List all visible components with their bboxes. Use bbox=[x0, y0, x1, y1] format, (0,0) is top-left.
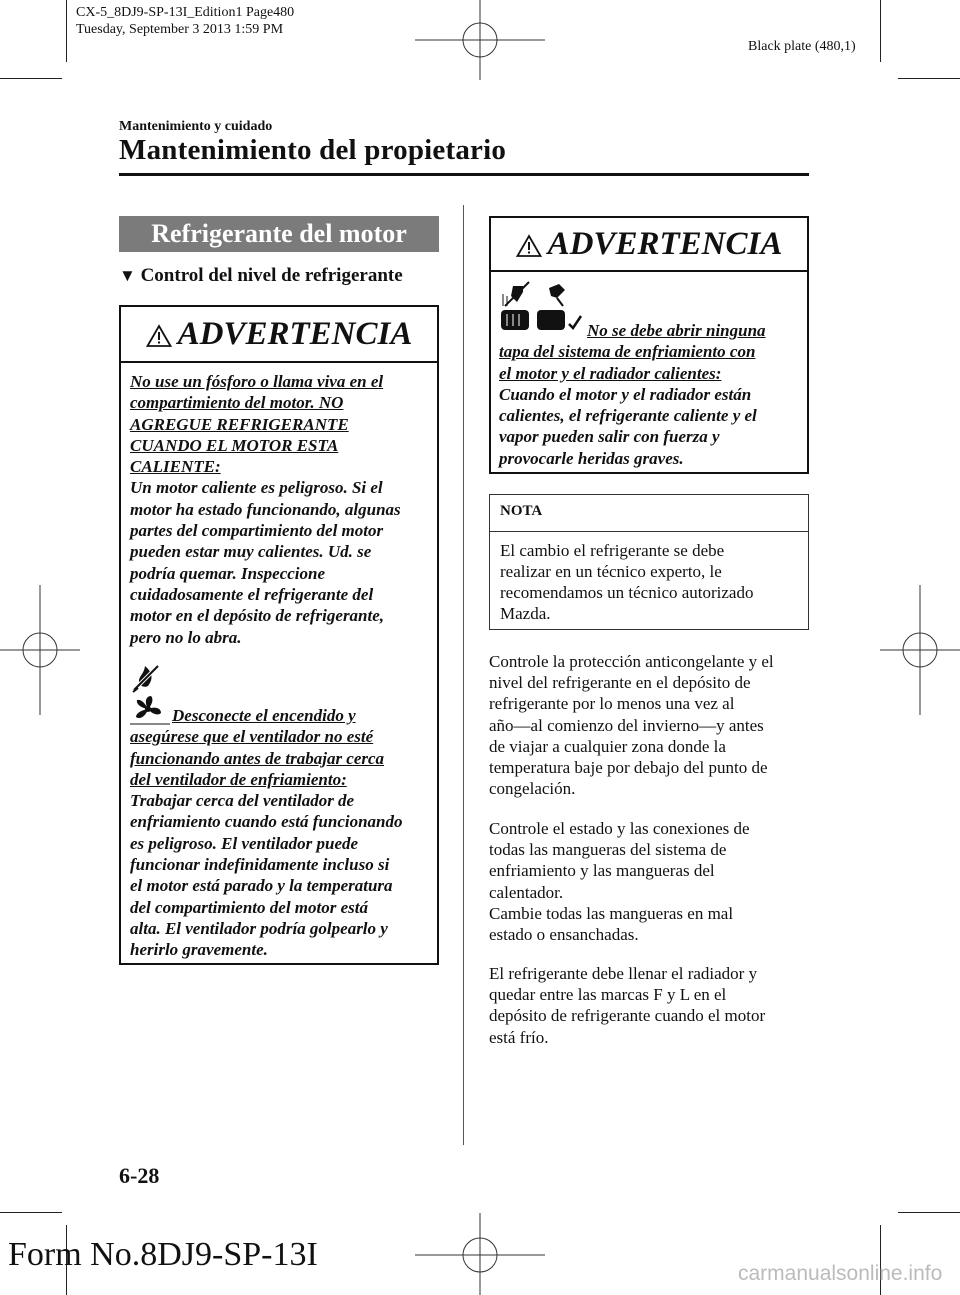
file-info-line2: Tuesday, September 3 2013 1:59 PM bbox=[76, 22, 284, 37]
page-number: 6-28 bbox=[119, 1163, 160, 1188]
title-rule bbox=[119, 173, 809, 176]
watermark: carmanualsonline.info bbox=[738, 1262, 943, 1285]
body-line: estado o ensanchadas. bbox=[489, 925, 639, 945]
warning-line: calientes, el refrigerante caliente y el bbox=[499, 406, 757, 426]
warning-heading: ADVERTENCIA bbox=[547, 226, 783, 262]
warning-line: Cuando el motor y el radiador están bbox=[499, 384, 752, 404]
warning-heading: ADVERTENCIA bbox=[177, 316, 413, 352]
body-line: enfriamiento y las mangueras del bbox=[489, 861, 715, 881]
warning-line: tapa del sistema de enfriamiento con bbox=[499, 342, 756, 362]
warning-text-right bbox=[499, 320, 804, 469]
warning-line: el motor y el radiador calientes: bbox=[499, 363, 722, 383]
warning-line: motor en el depósito de refrigerante, bbox=[130, 606, 385, 626]
warning-line: No use un fósforo o llama viva en el bbox=[130, 372, 384, 391]
note-line: realizar en un técnico experto, le bbox=[500, 562, 722, 581]
note-heading: NOTA bbox=[490, 495, 808, 532]
warning-line: cuidadosamente el refrigerante del bbox=[130, 584, 374, 604]
file-info bbox=[76, 4, 294, 38]
note-line: recomendamos un técnico autorizado bbox=[500, 583, 754, 602]
subheading-text: Control del nivel de refrigerante bbox=[140, 265, 403, 286]
form-number: Form No.8DJ9-SP-13I bbox=[8, 1236, 318, 1273]
body-line: está frío. bbox=[489, 1027, 549, 1047]
warning-line: Un motor caliente es peligroso. Si el bbox=[130, 478, 383, 498]
crop-mark bbox=[0, 1212, 62, 1213]
crop-mark bbox=[66, 0, 67, 62]
warning-header bbox=[491, 218, 807, 272]
crop-mark bbox=[0, 78, 62, 79]
file-info-line1: CX-5_8DJ9-SP-13I_Edition1 Page480 bbox=[76, 5, 295, 20]
warning-line: compartimiento del motor. NO bbox=[130, 393, 344, 413]
no-flame-icon bbox=[130, 662, 162, 694]
warning-line: partes del compartimiento del motor bbox=[130, 521, 384, 541]
registration-mark-icon bbox=[415, 0, 545, 80]
warning-line: funcionar indefinidamente incluso si bbox=[130, 855, 390, 875]
body-line: nivel del refrigerante en el depósito de bbox=[489, 673, 751, 693]
body-line: quedar entre las marcas F y L en el bbox=[489, 985, 727, 1005]
warning-line: podría quemar. Inspeccione bbox=[130, 563, 326, 583]
body-line: Controle la protección anticongelante y el bbox=[489, 652, 774, 671]
body-line: depósito de refrigerante cuando el motor bbox=[489, 1006, 766, 1026]
body-line: Cambie todas las mangueras en mal bbox=[489, 903, 734, 923]
warning-line: es peligroso. El ventilador puede bbox=[130, 833, 359, 853]
crop-mark bbox=[898, 1212, 960, 1213]
registration-mark-icon bbox=[415, 1213, 545, 1295]
warning-line: del ventilador de enfriamiento: bbox=[130, 769, 347, 789]
body-line: todas las mangueras del sistema de bbox=[489, 840, 727, 860]
body-line: temperatura baje por debajo del punto de bbox=[489, 758, 768, 778]
note-body bbox=[490, 532, 808, 632]
body-line: congelación. bbox=[489, 779, 576, 799]
subheading bbox=[119, 265, 403, 287]
warning-line: CUANDO EL MOTOR ESTA bbox=[130, 435, 339, 455]
body-line: de viajar a cualquier zona donde la bbox=[489, 736, 726, 756]
warning-text-2 bbox=[130, 705, 435, 961]
warning-line: enfriamiento cuando está funcionando bbox=[130, 812, 403, 832]
body-line: Controle el estado y las conexiones de bbox=[489, 819, 750, 838]
crop-mark bbox=[898, 78, 960, 79]
warning-text bbox=[130, 371, 435, 648]
warning-line: vapor pueden salir con fuerza y bbox=[499, 427, 720, 447]
warning-line: el motor está parado y la temperatura bbox=[130, 876, 393, 896]
body-line: año―al comienzo del invierno―y antes bbox=[489, 715, 764, 735]
registration-mark-icon bbox=[0, 585, 80, 715]
warning-line: provocarle heridas graves. bbox=[499, 448, 684, 468]
warning-line: No se debe abrir ninguna bbox=[587, 321, 766, 340]
warning-line: CALIENTE: bbox=[130, 457, 221, 477]
warning-box bbox=[119, 305, 439, 965]
warning-line: Desconecte el encendido y bbox=[172, 706, 356, 725]
body-line: refrigerante por lo menos una vez al bbox=[489, 694, 735, 714]
paragraph-3 bbox=[489, 963, 819, 1048]
page-title: Mantenimiento del propietario bbox=[119, 134, 507, 166]
note-line: El cambio el refrigerante se debe bbox=[500, 541, 725, 560]
paragraph-2 bbox=[489, 818, 819, 945]
warning-line: pero no lo abra. bbox=[130, 627, 242, 647]
warning-line: herirlo gravemente. bbox=[130, 940, 268, 960]
warning-header bbox=[121, 307, 437, 363]
warning-line: alta. El ventilador podría golpearlo y bbox=[130, 918, 388, 938]
warning-line: asegúrese que el ventilador no esté bbox=[130, 727, 374, 747]
registration-mark-icon bbox=[880, 585, 960, 715]
warning-line: funcionando antes de trabajar cerca bbox=[130, 748, 385, 768]
warning-box-right bbox=[489, 216, 809, 474]
plate-info: Black plate (480,1) bbox=[748, 39, 856, 54]
note-box bbox=[489, 494, 809, 630]
note-line: Mazda. bbox=[500, 604, 551, 623]
paragraph-1 bbox=[489, 651, 819, 799]
crop-mark bbox=[880, 0, 881, 62]
section-band: Refrigerante del motor bbox=[119, 216, 439, 252]
warning-triangle-icon bbox=[516, 234, 542, 258]
warning-line: pueden estar muy calientes. Ud. se bbox=[130, 542, 372, 562]
triangle-marker: ▼ bbox=[119, 266, 136, 285]
body-line: El refrigerante debe llenar el radiador y bbox=[489, 964, 758, 983]
section-label: Mantenimiento y cuidado bbox=[119, 119, 273, 134]
warning-line: Trabajar cerca del ventilador de bbox=[130, 791, 355, 811]
warning-triangle-icon bbox=[146, 324, 172, 348]
warning-line: motor ha estado funcionando, algunas bbox=[130, 499, 401, 519]
body-line: calentador. bbox=[489, 882, 564, 902]
column-divider bbox=[463, 205, 464, 1145]
warning-line: del compartimiento del motor está bbox=[130, 897, 368, 917]
warning-line: AGREGUE REFRIGERANTE bbox=[130, 414, 349, 434]
